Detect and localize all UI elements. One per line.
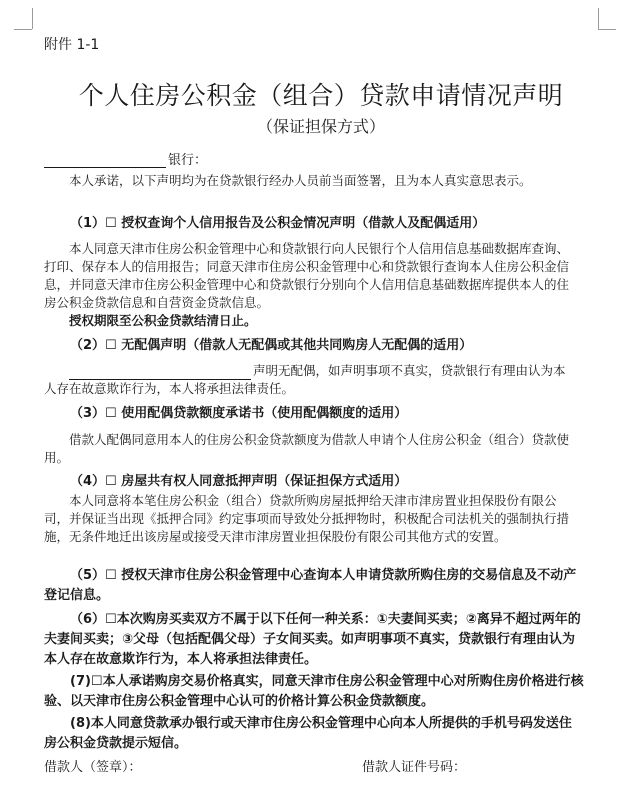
section-5-text[interactable]: （5）☐ 授权天津市住房公积金管理中心查询本人申请贷款所购住房的交易信息及不动产登记信息。 — [44, 568, 577, 603]
section-7-text[interactable]: (7)☐本人承诺购房交易价格真实，同意天津市住房公积金管理中心对所购住房价格进行核验、以天津市住房公积金管理中心认可的价格计算公积金贷款额度。 — [44, 674, 584, 709]
crop-mark-top-right-v — [598, 8, 599, 29]
section-1-heading[interactable]: （1）☐ 授权查询个人信用报告及公积金情况声明（借款人及配偶适用） — [70, 216, 486, 231]
borrower-signature-label: 借款人（签章）： — [44, 760, 142, 775]
bank-label: 银行： — [168, 153, 208, 168]
borrower-id-label: 借款人证件号码： — [362, 760, 467, 775]
section-2-body — [44, 362, 574, 398]
bank-line — [44, 149, 207, 168]
crop-mark-top-left-h — [14, 29, 32, 30]
section-6-text[interactable]: （6）☐本次购房买卖双方不属于以下任何一种关系：①夫妻间买卖；②离异不超过两年的夫妻间买卖；③父母（包括配偶父母）子女间买卖。如声明事项不真实，贷款银行有理由认为本人存在故意欺诈行为，本人将承担法律责任。 — [44, 612, 581, 667]
section-1-body: 本人同意天津市住房公积金管理中心和贷款银行向人民银行个人信用信息基础数据库查询、打印、保存本人的信用报告；同意天津市住房公积金管理中心和贷款银行查询本人住房公积金信息，并同意天津市住房公积金管理中心和贷款银行分别向个人信用信息基础数据库提供本人的住房公积金贷款信息和自营资金贷款信息。 — [44, 241, 570, 310]
name-blank[interactable] — [69, 365, 251, 380]
crop-mark-top-left-v — [32, 8, 33, 29]
section-2-heading[interactable]: （2）☐ 无配偶声明（借款人无配偶或其他共同购房人无配偶的适用） — [70, 338, 473, 353]
section-2-text: 声明无配偶，如声明事项不真实，贷款银行有理由认为本人存在故意欺诈行为，本人将承担法律责任。 — [44, 363, 566, 396]
section-3-heading[interactable]: （3）☐ 使用配偶贷款额度承诺书（使用配偶额度的适用） — [70, 406, 408, 421]
attachment-label: 附件 1-1 — [44, 37, 100, 53]
intro-paragraph: 本人承诺，以下声明均为在贷款银行经办人员前当面签署，且为本人真实意思表示。 — [69, 173, 532, 188]
crop-mark-top-right-h — [598, 29, 616, 30]
section-1-limit: 授权期限至公积金贷款结清日止。 — [69, 313, 257, 328]
page-title: 个人住房公积金（组合）贷款申请情况声明 — [78, 81, 564, 110]
section-8-text: (8)本人同意贷款承办银行或天津市住房公积金管理中心向本人所提供的手机号码发送住房公积金贷款提示短信。 — [44, 716, 572, 751]
section-4-body: 本人同意将本笔住房公积金（组合）贷款所购房屋抵押给天津市津房置业担保股份有限公司，并保证当出现《抵押合同》约定事项而导致处分抵押物时，积极配合司法机关的强制执行措施，无条件地迁出该房屋或接受天津市津房置业担保股份有限公司其他方式的安置。 — [44, 493, 570, 544]
page-subtitle: （保证担保方式） — [256, 117, 385, 136]
section-4-heading[interactable]: （4）☐ 房屋共有权人同意抵押声明（保证担保方式适用） — [70, 474, 408, 489]
bank-name-blank[interactable] — [44, 153, 166, 168]
section-3-body: 借款人配偶同意用本人的住房公积金贷款额度为借款人申请个人住房公积金（组合）贷款使用。 — [44, 432, 570, 465]
